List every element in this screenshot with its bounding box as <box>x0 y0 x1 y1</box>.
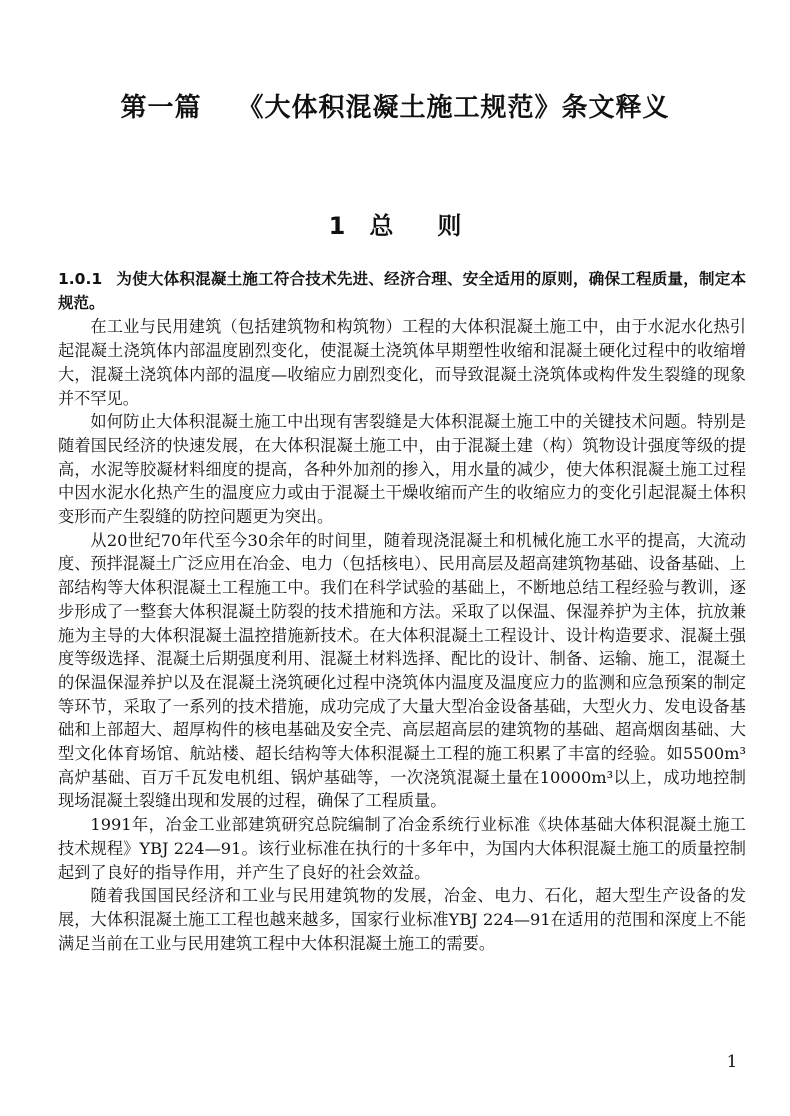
paragraph-3: 从20世纪70年代至今30余年的时间里，随着现浇混凝土和机械化施工水平的提高，大流动度、预拌混凝土广泛应用在冶金、电力（包括核电）、民用高层及超高建筑物基础、设备基础、上部结构等大体积混凝土工程施工中。我们在科学试验的基础上，不断地总结工程经验与教训，逐步形成了一整套大体积混凝土防裂的技术措施和方法。采取了以保温、保湿养护为主体，抗放兼施为主导的大体积混凝土温控措施新技术。在大体积混凝土工程设计、设计构造要求、混凝土强度等级选择、混凝土后期强度利用、混凝土材料选择、配比的设计、制备、运输、施工，混凝土的保温保湿养护以及在混凝土浇筑硬化过程中浇筑体内温度及温度应力的监测和应急预案的制定等环节，采取了一系列的技术措施，成功完成了大量大型冶金设备基础，大型火力、发电设备基础和上部超大、超厚构件的核电基础及安全壳、高层超高层的建筑物的基础、超高烟囱基础、大型文化体育场馆、航站楼、超长结构等大体积混凝土工程的施工积累了丰富的经验。如5500m³高炉基础、百万千瓦发电机组、锅炉基础等，一次浇筑混凝土量在10000m³以上，成功地控制现场混凝土裂缝出现和发展的过程，确保了工程质量。 <box>58 530 746 811</box>
clause-1-0-1 <box>58 268 746 315</box>
clause-number: 1.0.1 <box>58 270 103 288</box>
paragraph-4: 1991年，冶金工业部建筑研究总院编制了冶金系统行业标准《块体基础大体积混凝土施工技术规程》YBJ 224—91。该行业标准在执行的十多年中，为国内大体积混凝土施工的质量控制起到了良好的指导作用，并产生了良好的社会效益。 <box>58 815 746 882</box>
paragraph-1: 在工业与民用建筑（包括建筑物和构筑物）工程的大体积混凝土施工中，由于水泥水化热引起混凝土浇筑体内部温度剧烈变化，使混凝土浇筑体早期塑性收缩和混凝土硬化过程中的收缩增大，混凝土浇筑体内部的温度—收缩应力剧烈变化，而导致混凝土浇筑体或构件发生裂缝的现象并不罕见。 <box>58 317 746 408</box>
clause-text: 为使大体积混凝土施工符合技术先进、经济合理、安全适用的原则，确保工程质量，制定本规范。 <box>58 270 746 312</box>
page-number: 1 <box>726 1052 738 1072</box>
part-title-prefix: 第一篇 <box>120 93 202 123</box>
chapter-number: 1 <box>328 212 346 240</box>
paragraph-2: 如何防止大体积混凝土施工中出现有害裂缝是大体积混凝土施工中的关键技术问题。特别是随着国民经济的快速发展，在大体积混凝土施工中，由于混凝土建（构）筑物设计强度等级的提高，水泥等胶凝材料细度的提高，各种外加剂的掺入，用水量的减少，使大体积混凝土施工过程中因水泥水化热产生的温度应力或由于混凝土干燥收缩而产生的收缩应力的变化引起混凝土体积变形而产生裂缝的防控问题更为突出。 <box>58 412 746 527</box>
part-title-name: 《大体积混凝土施工规范》条文释义 <box>237 93 670 123</box>
body-text <box>58 268 746 955</box>
chapter-name: 总则 <box>369 212 506 240</box>
chapter-title <box>0 206 790 246</box>
part-title <box>0 88 790 128</box>
paragraph-5: 随着我国国民经济和工业与民用建筑物的发展，冶金、电力、石化，超大型生产设备的发展，大体积混凝土施工工程也越来越多，国家行业标准YBJ 224—91在适用的范围和深度上不能满足当前在工业与民用建筑工程中大体积混凝土施工的需要。 <box>58 886 746 953</box>
